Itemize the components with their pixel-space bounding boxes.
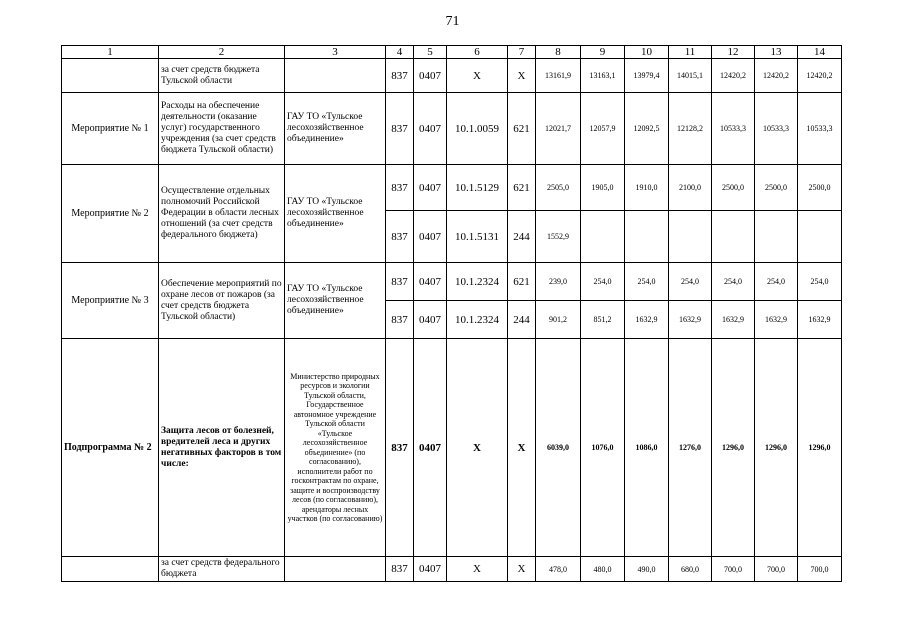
page-number: 71 [445, 14, 460, 29]
value-cell: 480,0 [581, 557, 625, 582]
code-vr: 621 [508, 263, 536, 301]
value-cell: 680,0 [669, 557, 712, 582]
subprogram-label: Подпрограмма № 2 [62, 339, 159, 557]
code-csr: Х [447, 339, 508, 557]
value-cell: 1632,9 [669, 301, 712, 339]
header-cell: 6 [447, 46, 508, 59]
cell-empty [712, 211, 755, 263]
value-cell: 254,0 [712, 263, 755, 301]
code-vr: 244 [508, 211, 536, 263]
code-csr: 10.1.5129 [447, 165, 508, 211]
value-cell: 12420,2 [755, 59, 798, 93]
value-cell: 2500,0 [755, 165, 798, 211]
value-cell: 851,2 [581, 301, 625, 339]
cell-empty [581, 211, 625, 263]
value-cell: 2500,0 [712, 165, 755, 211]
activity-description: Обеспечение мероприятий по охране лесов от пожаров (за счет средств бюджета Тульской области) [159, 263, 285, 339]
code-grbs: 837 [386, 59, 414, 93]
header-cell: 8 [536, 46, 581, 59]
code-grbs: 837 [386, 263, 414, 301]
value-cell: 1905,0 [581, 165, 625, 211]
table-row [62, 165, 842, 211]
cell-empty [755, 211, 798, 263]
table-row [62, 93, 842, 165]
value-cell: 254,0 [625, 263, 669, 301]
code-csr: 10.1.2324 [447, 263, 508, 301]
source-text: за счет средств бюджета Тульской области [159, 59, 285, 93]
value-cell: 490,0 [625, 557, 669, 582]
value-cell: 13161,9 [536, 59, 581, 93]
value-cell: 12128,2 [669, 93, 712, 165]
value-cell: 10533,3 [798, 93, 842, 165]
table-row [62, 339, 842, 557]
cell-empty [798, 211, 842, 263]
value-cell: 2500,0 [798, 165, 842, 211]
value-cell: 6039,0 [536, 339, 581, 557]
header-cell: 13 [755, 46, 798, 59]
header-cell: 14 [798, 46, 842, 59]
value-cell: 1632,9 [625, 301, 669, 339]
value-cell: 1632,9 [712, 301, 755, 339]
code-vr: 621 [508, 165, 536, 211]
code-grbs: 837 [386, 93, 414, 165]
activity-description: Расходы на обеспечение деятельности (оказание услуг) государственного учреждения (за счет средств бюджета Тульской области) [159, 93, 285, 165]
value-cell: 13163,1 [581, 59, 625, 93]
cell-empty [669, 211, 712, 263]
header-cell: 4 [386, 46, 414, 59]
cell-empty [62, 557, 159, 582]
header-cell: 5 [414, 46, 447, 59]
value-cell: 1276,0 [669, 339, 712, 557]
executor-text: Министерство природных ресурсов и экологии Тульской области, Государственное автономное учреждение Тульской области «Тульское лесохозяйственное объединение» (по согласованию), исполнители работ по госконтрактам по охране, защите и воспроизводству лесов (по согласованию), арендаторы лесных участков (по согласованию) [285, 339, 386, 557]
cell-empty [285, 557, 386, 582]
header-cell: 3 [285, 46, 386, 59]
header-cell: 10 [625, 46, 669, 59]
value-cell: 13979,4 [625, 59, 669, 93]
code-vr: Х [508, 59, 536, 93]
code-vr: 244 [508, 301, 536, 339]
code-grbs: 837 [386, 211, 414, 263]
value-cell: 700,0 [712, 557, 755, 582]
table-row [62, 263, 842, 301]
value-cell: 254,0 [581, 263, 625, 301]
value-cell: 1086,0 [625, 339, 669, 557]
value-cell: 1632,9 [798, 301, 842, 339]
value-cell: 2100,0 [669, 165, 712, 211]
code-csr: 10.1.5131 [447, 211, 508, 263]
header-cell: 11 [669, 46, 712, 59]
value-cell: 12420,2 [712, 59, 755, 93]
header-cell: 1 [62, 46, 159, 59]
value-cell: 12057,9 [581, 93, 625, 165]
value-cell: 1076,0 [581, 339, 625, 557]
code-grbs: 837 [386, 557, 414, 582]
value-cell: 12420,2 [798, 59, 842, 93]
code-csr: Х [447, 59, 508, 93]
code-rzpr: 0407 [414, 301, 447, 339]
activity-label: Мероприятие № 3 [62, 263, 159, 339]
code-grbs: 837 [386, 339, 414, 557]
header-cell: 7 [508, 46, 536, 59]
subprogram-description: Защита лесов от болезней, вредителей леса и других негативных факторов в том числе: [159, 339, 285, 557]
code-grbs: 837 [386, 165, 414, 211]
value-cell: 12092,5 [625, 93, 669, 165]
code-vr: Х [508, 339, 536, 557]
code-vr: Х [508, 557, 536, 582]
value-cell: 478,0 [536, 557, 581, 582]
table-row [62, 557, 842, 582]
code-rzpr: 0407 [414, 59, 447, 93]
executor-text: ГАУ ТО «Тульское лесохозяйственное объединение» [285, 93, 386, 165]
table-row [62, 59, 842, 93]
executor-text: ГАУ ТО «Тульское лесохозяйственное объединение» [285, 165, 386, 263]
code-rzpr: 0407 [414, 339, 447, 557]
value-cell: 1632,9 [755, 301, 798, 339]
code-csr: Х [447, 557, 508, 582]
value-cell: 1296,0 [712, 339, 755, 557]
budget-table [61, 45, 842, 582]
value-cell: 10533,3 [755, 93, 798, 165]
activity-label: Мероприятие № 2 [62, 165, 159, 263]
value-cell: 700,0 [755, 557, 798, 582]
code-rzpr: 0407 [414, 165, 447, 211]
value-cell: 1910,0 [625, 165, 669, 211]
activity-label: Мероприятие № 1 [62, 93, 159, 165]
executor-text: ГАУ ТО «Тульское лесохозяйственное объединение» [285, 263, 386, 339]
code-csr: 10.1.0059 [447, 93, 508, 165]
cell-empty [62, 59, 159, 93]
value-cell: 1296,0 [798, 339, 842, 557]
value-cell: 254,0 [755, 263, 798, 301]
activity-description: Осуществление отдельных полномочий Российской Федерации в области лесных отношений (за счет средств федерального бюджета) [159, 165, 285, 263]
cell-empty [285, 59, 386, 93]
header-cell: 9 [581, 46, 625, 59]
value-cell: 1296,0 [755, 339, 798, 557]
value-cell: 254,0 [669, 263, 712, 301]
value-cell: 2505,0 [536, 165, 581, 211]
source-text: за счет средств федерального бюджета [159, 557, 285, 582]
code-rzpr: 0407 [414, 263, 447, 301]
code-rzpr: 0407 [414, 93, 447, 165]
value-cell: 239,0 [536, 263, 581, 301]
value-cell: 901,2 [536, 301, 581, 339]
value-cell: 14015,1 [669, 59, 712, 93]
value-cell: 1552,9 [536, 211, 581, 263]
code-rzpr: 0407 [414, 557, 447, 582]
value-cell: 10533,3 [712, 93, 755, 165]
header-cell: 2 [159, 46, 285, 59]
code-rzpr: 0407 [414, 211, 447, 263]
cell-empty [625, 211, 669, 263]
code-grbs: 837 [386, 301, 414, 339]
code-csr: 10.1.2324 [447, 301, 508, 339]
header-cell: 12 [712, 46, 755, 59]
code-vr: 621 [508, 93, 536, 165]
value-cell: 700,0 [798, 557, 842, 582]
header-row [62, 46, 842, 59]
value-cell: 254,0 [798, 263, 842, 301]
value-cell: 12021,7 [536, 93, 581, 165]
